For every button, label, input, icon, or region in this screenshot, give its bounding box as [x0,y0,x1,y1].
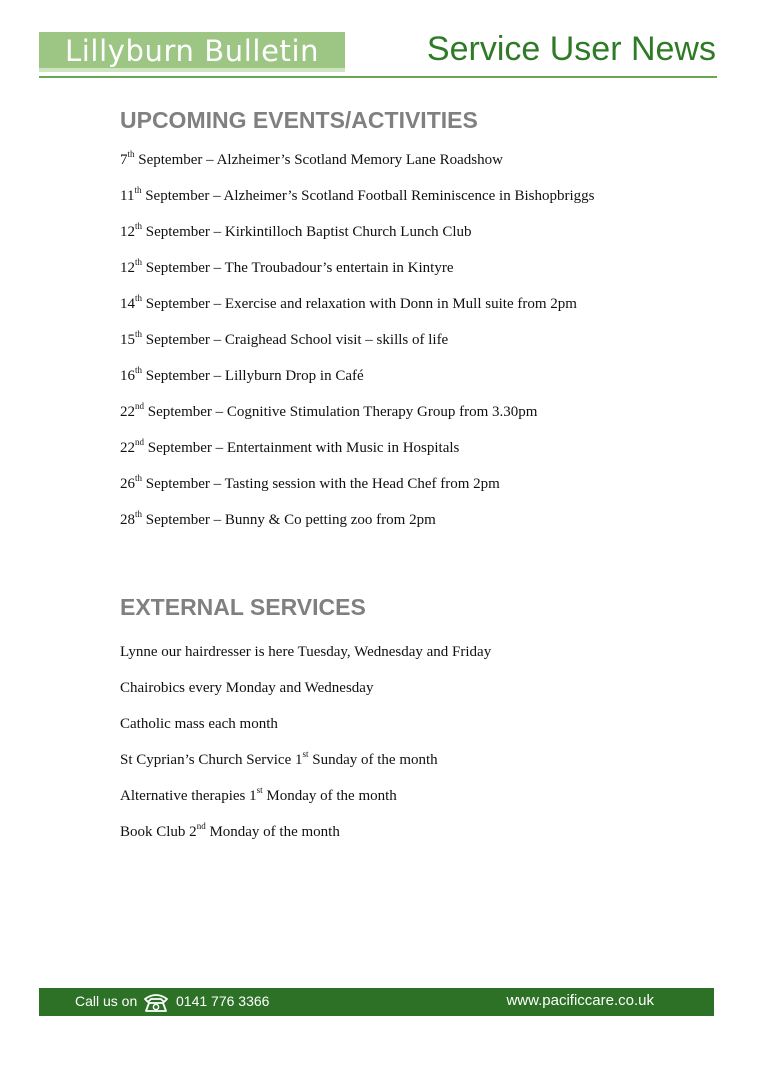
event-day-suffix: th [135,257,143,267]
event-item [120,185,594,221]
services-list [120,641,491,857]
event-day-suffix: th [134,185,142,195]
services-heading: EXTERNAL SERVICES [120,594,366,620]
service-item [120,785,491,821]
event-day: 16 [120,368,135,384]
service-text-end: Sunday of the month [308,752,438,768]
service-text: Book Club 2 [120,824,197,840]
event-day: 14 [120,296,135,312]
event-day: 28 [120,512,135,528]
bulletin-name-badge [39,32,345,72]
events-heading: UPCOMING EVENTS/ACTIVITIES [120,107,478,133]
service-ordinal-suffix: nd [196,821,206,831]
event-day-suffix: th [135,509,143,519]
event-description: September – Entertainment with Music in Hospitals [144,440,460,456]
bulletin-name: Lillyburn Bulletin [65,34,320,68]
events-list [120,149,594,545]
telephone-icon [143,991,169,1013]
event-day: 22 [120,440,135,456]
event-item [120,365,594,401]
service-ordinal-suffix: st [302,749,309,759]
event-description: September – Kirkintilloch Baptist Church Lunch Club [142,224,472,240]
event-description: September – Bunny & Co petting zoo from 2pm [142,512,436,528]
event-description: September – Exercise and relaxation with Donn in Mull suite from 2pm [142,296,577,312]
service-text: Catholic mass each month [120,716,278,732]
header-divider [39,76,717,78]
event-item [120,257,594,293]
event-description: September – The Troubadour’s entertain in Kintyre [142,260,454,276]
event-description: September – Alzheimer’s Scotland Football Reminiscence in Bishopbriggs [141,188,595,204]
event-item [120,473,594,509]
event-day-suffix: th [135,293,143,303]
event-description: September – Alzheimer’s Scotland Memory Lane Roadshow [134,152,503,168]
call-label: Call us on [75,993,138,1009]
event-item [120,437,594,473]
event-day-suffix: th [135,221,143,231]
service-text: Lynne our hairdresser is here Tuesday, Wednesday and Friday [120,644,492,660]
event-item [120,509,594,545]
service-text-end: Monday of the month [262,788,397,804]
event-day: 12 [120,260,135,276]
event-item [120,401,594,437]
event-item [120,329,594,365]
event-item [120,149,594,185]
event-day-suffix: th [135,329,143,339]
event-item [120,221,594,257]
phone-number[interactable]: 0141 776 3366 [176,993,270,1009]
event-description: September – Lillyburn Drop in Café [142,368,364,384]
event-day-suffix: th [135,473,143,483]
event-day-suffix: nd [135,401,144,411]
footer-bar [39,988,714,1016]
event-day-suffix: nd [135,437,144,447]
event-day: 12 [120,224,135,240]
event-day: 11 [120,188,135,204]
event-description: September – Cognitive Stimulation Therapy Group from 3.30pm [144,404,538,420]
event-day-suffix: th [127,149,135,159]
service-text-end: Monday of the month [205,824,340,840]
event-item [120,293,594,329]
event-day: 26 [120,476,135,492]
service-item [120,821,491,857]
service-text: Chairobics every Monday and Wednesday [120,680,374,696]
service-item [120,749,491,785]
event-description: September – Craighead School visit – skills of life [142,332,449,348]
service-text: Alternative therapies 1 [120,788,257,804]
service-text: St Cyprian’s Church Service 1 [120,752,303,768]
event-day: 15 [120,332,135,348]
service-item [120,641,491,677]
event-day: 7 [120,152,128,168]
page-title: Service User News [426,30,716,68]
website-link[interactable]: www.pacificcare.co.uk [506,992,654,1009]
event-description: September – Tasting session with the Head Chef from 2pm [142,476,500,492]
service-item [120,713,491,749]
event-day-suffix: th [135,365,143,375]
service-item [120,677,491,713]
event-day: 22 [120,404,135,420]
service-ordinal-suffix: st [256,785,263,795]
